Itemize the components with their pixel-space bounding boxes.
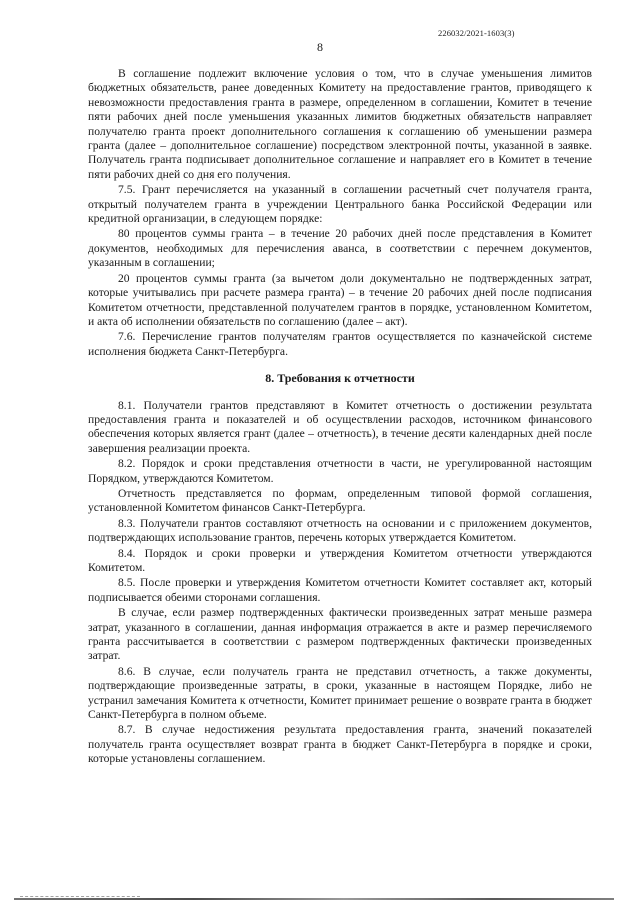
paragraph-8-1: 8.1. Получатели грантов представляют в Комитет отчетность о достижении результата предоставления гранта и показателей и об осуществлении расходов, источником финансового обеспечения которых является грант (далее – отчетность), в течение десяти календарных дней после завершения реализации проекта. — [88, 398, 592, 455]
document-body — [88, 67, 592, 767]
paragraph-8-2: 8.2. Порядок и сроки представления отчетности в части, не урегулированной настоящим Порядком, утверждаются Комитетом. — [88, 457, 592, 485]
paragraph-8-7: 8.7. В случае недостижения результата предоставления гранта, значений показателей получатель гранта осуществляет возврат гранта в бюджет Санкт-Петербурга в порядке и сроки, которые установлены соглашением. — [88, 723, 592, 766]
paragraph-agreement-reduction: В соглашение подлежит включение условия о том, что в случае уменьшения лимитов бюджетных обязательств, ранее доведенных Комитету на предоставление грантов, приводящего к невозможности предоставления гранта в размере, определенном в соглашении, Комитет в течение пяти рабочих дней после уменьшения указанных лимитов бюджетных обязательств направляет получателю гранта проект дополнительного соглашения к соглашению об уменьшении размера гранта (далее – дополнительное соглашение) посредством электронной почты, указанной в заявке. Получатель гранта подписывает дополнительное соглашение и направляет его в Комитет в течение пяти рабочих дней со дня его получения. — [88, 67, 592, 181]
paragraph-8-6: 8.6. В случае, если получатель гранта не представил отчетность, а также документы, подтверждающие произведенные затраты, в сроки, указанные в настоящем Порядке, либо не устранил замечания Комитета к отчетности, Комитет принимает решение о возврате гранта в бюджет Санкт-Петербурга в полном объеме. — [88, 664, 592, 722]
paragraph-forms: Отчетность представляется по формам, определенным типовой формой соглашения, установленной Комитетом финансов Санкт-Петербурга. — [88, 486, 592, 515]
paragraph-8-4: 8.4. Порядок и сроки проверки и утверждения Комитетом отчетности утверждаются Комитетом. — [88, 546, 592, 574]
page-number: 8 — [317, 40, 323, 54]
paragraph-20-percent: 20 процентов суммы гранта (за вычетом доли документально не подтвержденных затрат, которые учитывались при расчете размера гранта) – в течение 20 рабочих дней после подписания Комитетом отчетности, представленной получателем грантов в порядке, установленном Комитетом, и акта об исполнении обязательств по соглашению (далее – акт). — [88, 271, 592, 328]
paragraph-8-5: 8.5. После проверки и утверждения Комитетом отчетности Комитет составляет акт, который подписывается обеими сторонами соглашения. — [88, 576, 592, 604]
paragraph-8-3: 8.3. Получатели грантов составляют отчетность на основании и с приложением документов, подтверждающих использование грантов, перечень которых утверждается Комитетом. — [88, 516, 592, 545]
paragraph-80-percent: 80 процентов суммы гранта – в течение 20 рабочих дней после представления в Комитет документов, необходимых для перечисления аванса, в соответствии с перечнем документов, указанным в соглашении; — [88, 227, 592, 270]
paragraph-7-6: 7.6. Перечисление грантов получателям грантов осуществляется по казначейской системе исполнения бюджета Санкт-Петербурга. — [88, 330, 592, 358]
document-id: 226032/2021-1603(3) — [438, 28, 515, 38]
paragraph-7-5: 7.5. Грант перечисляется на указанный в соглашении расчетный счет получателя гранта, открытый получателем гранта в учреждении Центрального банка Российской Федерации или кредитной организации, в следующем порядке: — [88, 183, 592, 226]
section-heading: 8. Требования к отчетности — [265, 371, 415, 386]
scan-artifact-line — [14, 898, 614, 900]
paragraph-costs: В случае, если размер подтвержденных фактически произведенных затрат меньше размера затрат, указанного в соглашении, данная информация отражается в акте и размер перечисляемого гранта рассчитывается в соответствии с размером подтвержденных фактически произведенных затрат. — [88, 606, 592, 663]
